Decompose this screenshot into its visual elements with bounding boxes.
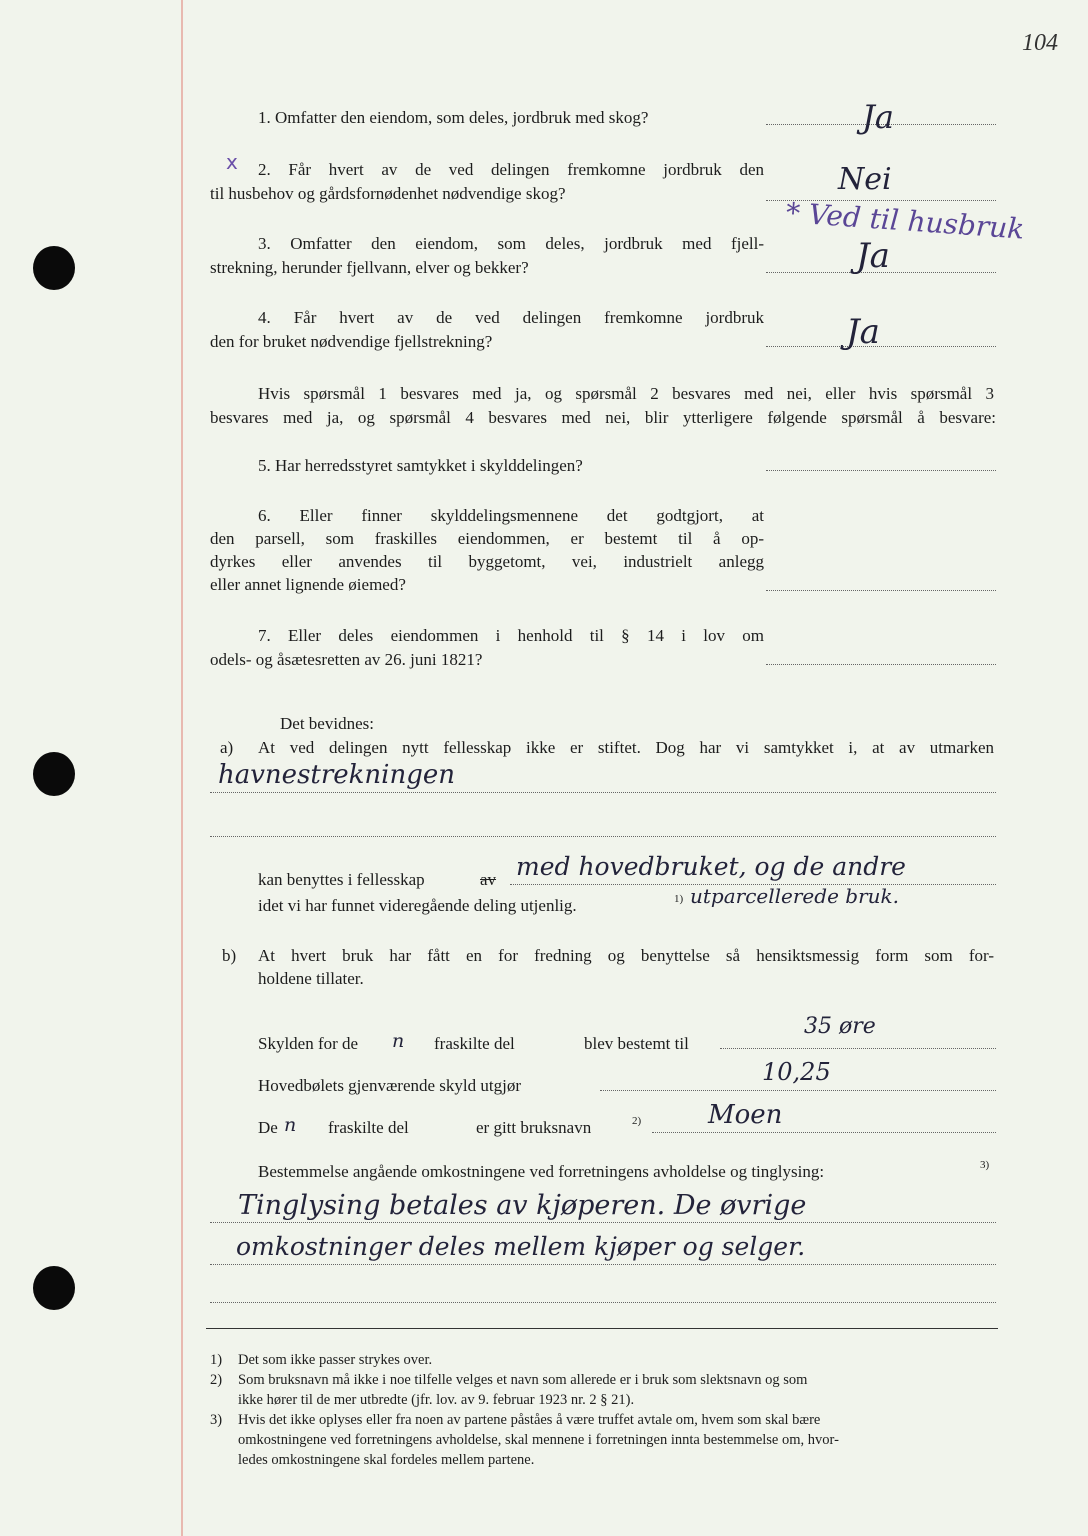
costs-line-1 [210, 1222, 996, 1223]
costs-handwritten-2: omkostninger deles mellem kjøper og selger. [236, 1232, 806, 1261]
further-division-text: idet vi har funnet videregående deling utjenlig. [258, 896, 577, 915]
costs-label: Bestemmelse angående omkostningene ved forretningens avholdelse og tinglysing: [258, 1162, 825, 1181]
punch-hole [33, 1266, 75, 1310]
answer-1: Ja [862, 98, 894, 136]
footnote-1: Det som ikke passer strykes over. [238, 1352, 433, 1368]
question-4-line-2: den for bruket nødvendige fjellstrekning? [210, 332, 493, 351]
note-2: * Ved til husbruk [784, 196, 1026, 246]
skyld-value: 35 øre [804, 1014, 876, 1039]
question-3-line-1: 3. Omfatter den eiendom, som deles, jordbruk med fjell- [258, 234, 764, 253]
conditional-text-line-2: besvares med ja, og spørsmål 4 besvares med nei, blir ytterligere følgende spørsmål å besvare: [210, 408, 996, 427]
footnote-2-line-1: Som bruksnavn må ikke i noe tilfelle velges et navn som allerede er i bruk som slektsnavn og som [238, 1372, 808, 1388]
name-label-2: fraskilte del [328, 1118, 409, 1137]
answer-line-4 [766, 346, 996, 347]
struck-word: av [480, 870, 497, 889]
answer-3: Ja [856, 236, 890, 276]
a-line-1 [210, 792, 996, 793]
costs-handwritten-1: Tinglysing betales av kjøperen. De øvrige [238, 1190, 807, 1221]
main-value: 10,25 [762, 1058, 831, 1086]
question-7-line-2: odels- og åsætesretten av 26. juni 1821? [210, 650, 483, 669]
answer-2: Nei [838, 162, 892, 197]
skyld-label-2: fraskilte del [434, 1034, 515, 1053]
footnote-3-line-1: Hvis det ikke oplyses eller fra noen av partene påståes å være truffet avtale om, hvem som skal bære [238, 1412, 821, 1428]
name-line [652, 1132, 996, 1133]
footnote-ref-1: 1) [674, 893, 684, 905]
question-6-line-4: eller annet lignende øiemed? [210, 575, 406, 594]
footnote-2-line-2: ikke hører til de mer utbredte (jfr. lov. av 9. februar 1923 nr. 2 § 21). [238, 1392, 635, 1408]
footnote-ref-3: 3) [980, 1159, 990, 1171]
margin-line [181, 0, 183, 1536]
a-line-2 [210, 836, 996, 837]
skyld-suffix: n [392, 1030, 405, 1052]
footnote-3-line-2: omkostningene ved forretningens avholdelse, skal mennene i forretningen innta bestemmelse om, hvor- [238, 1432, 839, 1448]
a-handwritten: havnestrekningen [218, 760, 456, 790]
footnote-ref-2: 2) [632, 1115, 642, 1127]
question-6-line-1: 6. Eller finner skylddelingsmennene det godtgjort, at [258, 506, 764, 525]
shared-use-text: kan benyttes i fellesskap [258, 870, 425, 889]
answer-line-5 [766, 470, 996, 471]
question-6-line-3: dyrkes eller anvendes til byggetomt, vei, industrielt anlegg [210, 552, 764, 571]
question-2-line-1: 2. Får hvert av de ved delingen fremkomne jordbruk den [258, 160, 764, 179]
item-b-line-2: holdene tillater. [258, 969, 364, 988]
name-suffix: n [284, 1114, 297, 1136]
answer-line-6 [766, 590, 996, 591]
punch-hole [33, 752, 75, 796]
x-mark: x [226, 150, 238, 174]
name-value: Moen [708, 1100, 783, 1130]
page-number: 104 [1022, 30, 1058, 56]
footnote-mark-1: 1) [210, 1352, 223, 1368]
answer-4: Ja [846, 312, 880, 352]
attestation-intro: Det bevidnes: [280, 714, 374, 733]
question-4-line-1: 4. Får hvert av de ved delingen fremkomne jordbruk [258, 308, 764, 327]
skyld-label-1: Skylden for de [258, 1034, 359, 1053]
skyld-line [720, 1048, 996, 1049]
conditional-text-line-1: Hvis spørsmål 1 besvares med ja, og spørsmål 2 besvares med nei, eller hvis spørsmål 3 [258, 384, 994, 403]
name-label-3: er gitt bruksnavn [476, 1118, 592, 1137]
skyld-label-3: blev bestemt til [584, 1034, 689, 1053]
item-b-line-1: At hvert bruk har fått en for fredning og benyttelse så hensiktsmessig form som for- [258, 946, 994, 965]
footnote-mark-2: 2) [210, 1372, 223, 1388]
question-1: 1. Omfatter den eiendom, som deles, jordbruk med skog? [258, 108, 649, 127]
question-3-line-2: strekning, herunder fjellvann, elver og bekker? [210, 258, 529, 277]
name-label-1: De [258, 1118, 278, 1137]
item-b-label: b) [222, 946, 237, 965]
costs-line-2 [210, 1264, 996, 1265]
footnote-mark-3: 3) [210, 1412, 223, 1428]
shared-use-handwritten: med hovedbruket, og de andre [516, 852, 906, 881]
further-division-handwritten: utparcellerede bruk. [690, 884, 899, 908]
punch-hole [33, 246, 75, 290]
question-6-line-2: den parsell, som fraskilles eiendommen, er bestemt til å op- [210, 529, 764, 548]
question-2-line-2: til husbehov og gårdsfornødenhet nødvendige skog? [210, 184, 566, 203]
question-7-line-1: 7. Eller deles eiendommen i henhold til § 14 i lov om [258, 626, 764, 645]
item-a-label: a) [220, 738, 234, 757]
footnote-rule [206, 1328, 998, 1329]
question-5: 5. Har herredsstyret samtykket i skylddelingen? [258, 456, 583, 475]
answer-line-7 [766, 664, 996, 665]
item-a-text: At ved delingen nytt fellesskap ikke er stiftet. Dog har vi samtykket i, at av utmarken [258, 738, 994, 757]
footnote-3-line-3: ledes omkostningene skal fordeles mellem partene. [238, 1452, 535, 1468]
costs-line-3 [210, 1302, 996, 1303]
main-line [600, 1090, 996, 1091]
main-label: Hovedbølets gjenværende skyld utgjør [258, 1076, 521, 1095]
